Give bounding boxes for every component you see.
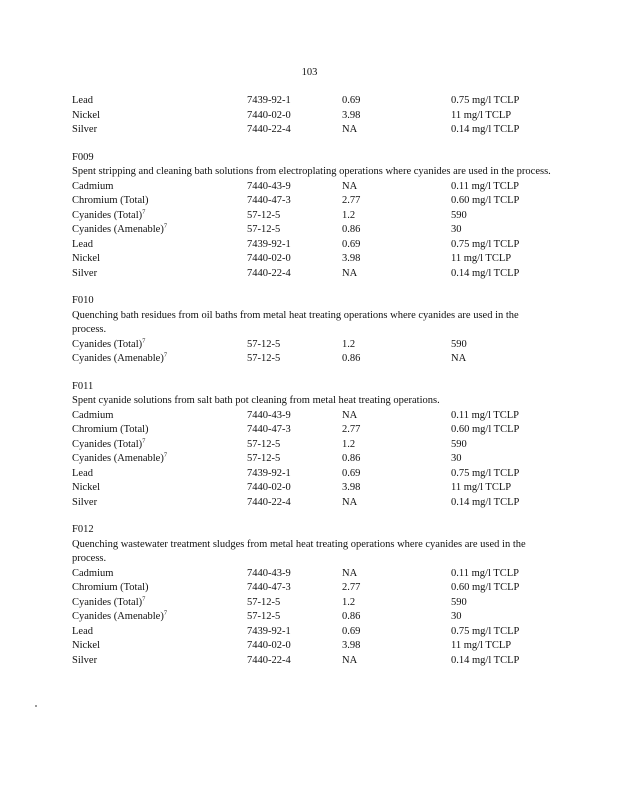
footnote-marker: 7 xyxy=(142,437,146,444)
concentration-value: 3.98 xyxy=(342,253,361,264)
constituent-name-cell xyxy=(72,409,247,424)
treatment-standard: 0.75 mg/l TCLP xyxy=(451,95,520,106)
cas-number: 57-12-5 xyxy=(247,224,281,235)
constituent-name: Cyanides (Total) xyxy=(72,596,143,608)
treatment-standard: 11 mg/l TCLP xyxy=(451,482,512,493)
waste-description: Quenching bath residues from oil baths from metal heat treating operations where cyanides are used in the process. xyxy=(72,309,519,335)
constituent-row xyxy=(72,467,552,482)
constituent-row xyxy=(72,452,552,467)
constituent-name-cell xyxy=(72,252,247,267)
constituent-row xyxy=(72,223,552,238)
concentration-value: 2.77 xyxy=(342,195,361,206)
constituent-name-cell xyxy=(72,496,247,511)
constituent-name: Chromium (Total) xyxy=(72,582,149,593)
constituent-row xyxy=(72,581,552,596)
constituent-row xyxy=(72,123,552,138)
treatment-standard: 0.11 mg/l TCLP xyxy=(451,567,519,579)
waste-code-section xyxy=(72,294,552,367)
treatment-standard: 11 mg/l TCLP xyxy=(451,253,512,264)
constituent-row xyxy=(72,496,552,511)
cas-number: 7440-47-3 xyxy=(247,195,291,206)
footnote-marker: 7 xyxy=(163,609,168,617)
cas-number: 57-12-5 xyxy=(247,353,281,364)
constituent-name: Silver xyxy=(72,654,98,666)
cas-number: 7440-22-4 xyxy=(247,654,291,666)
waste-description: Quenching wastewater treatment sludges from metal heat treating operations where cyanides are used in the process. xyxy=(72,538,526,564)
concentration-value: NA xyxy=(342,180,358,192)
constituent-row xyxy=(72,423,552,438)
treatment-standard: NA xyxy=(451,353,467,364)
treatment-standard: 590 xyxy=(451,338,467,350)
constituent-row xyxy=(72,352,552,367)
scan-speck xyxy=(35,705,37,707)
cas-number: 7440-02-0 xyxy=(247,640,291,651)
concentration-value: 3.98 xyxy=(342,109,361,121)
cas-number: 7439-92-1 xyxy=(247,95,291,106)
concentration-value: 1.2 xyxy=(342,438,356,450)
constituent-name-cell xyxy=(72,223,247,238)
constituent-name-cell xyxy=(72,123,247,138)
constituent-row xyxy=(72,625,552,640)
treatment-standard: 0.14 mg/l TCLP xyxy=(451,496,520,508)
constituent-name: Silver xyxy=(72,124,98,135)
concentration-value: NA xyxy=(342,124,358,135)
waste-description: Spent stripping and cleaning bath solutions from electroplating operations where cyanides are used in the process. xyxy=(72,166,551,177)
constituent-row xyxy=(72,267,552,282)
waste-code-section xyxy=(72,94,552,138)
footnote-marker: 7 xyxy=(142,595,146,602)
constituent-name-cell xyxy=(72,194,247,209)
constituent-name: Lead xyxy=(72,467,93,479)
constituent-row xyxy=(72,481,552,496)
concentration-value: 0.86 xyxy=(342,353,361,364)
constituent-name: Chromium (Total) xyxy=(72,424,149,435)
waste-code: F010 xyxy=(72,295,94,306)
cas-number: 7439-92-1 xyxy=(247,238,291,250)
constituent-row xyxy=(72,438,552,453)
constituent-name-cell xyxy=(72,481,247,496)
cas-number: 57-12-5 xyxy=(247,596,281,608)
constituent-row xyxy=(72,409,552,424)
constituent-name: Cadmium xyxy=(72,567,114,579)
concentration-value: NA xyxy=(342,409,358,421)
footnote-marker: 7 xyxy=(163,351,168,359)
cas-number: 7440-43-9 xyxy=(247,180,291,192)
concentration-value: 2.77 xyxy=(342,424,361,435)
footnote-marker: 7 xyxy=(142,208,146,215)
constituent-name-cell xyxy=(72,610,247,625)
constituent-row xyxy=(72,252,552,267)
concentration-value: NA xyxy=(342,567,358,579)
constituent-name: Nickel xyxy=(72,482,100,493)
treatment-standard: 0.14 mg/l TCLP xyxy=(451,124,520,135)
concentration-value: 0.69 xyxy=(342,625,361,637)
constituent-row xyxy=(72,180,552,195)
waste-code: F011 xyxy=(72,380,94,392)
constituent-name: Cyanides (Total) xyxy=(72,438,143,450)
constituent-name: Cyanides (Amenable) xyxy=(72,611,164,622)
treatment-standard: 0.11 mg/l TCLP xyxy=(451,409,519,421)
constituent-name-cell xyxy=(72,94,247,109)
constituent-name-cell xyxy=(72,267,247,282)
treatment-standard: 0.60 mg/l TCLP xyxy=(451,195,520,206)
treatment-standard: 0.75 mg/l TCLP xyxy=(451,238,520,250)
treatment-standard: 590 xyxy=(451,438,467,450)
footnote-marker: 7 xyxy=(142,337,146,344)
constituent-name: Cyanides (Amenable) xyxy=(72,453,164,464)
constituent-name-cell xyxy=(72,596,247,611)
cas-number: 7440-02-0 xyxy=(247,109,291,121)
constituent-name: Chromium (Total) xyxy=(72,195,149,206)
concentration-value: 0.86 xyxy=(342,611,361,622)
cas-number: 7440-22-4 xyxy=(247,496,291,508)
constituent-name-cell xyxy=(72,209,247,224)
concentration-value: 3.98 xyxy=(342,640,361,651)
constituent-name: Silver xyxy=(72,267,98,279)
treatment-standard: 0.14 mg/l TCLP xyxy=(451,654,520,666)
constituent-name-cell xyxy=(72,109,247,124)
treatment-standard: 0.75 mg/l TCLP xyxy=(451,625,520,637)
document-body xyxy=(72,94,552,681)
concentration-value: 0.86 xyxy=(342,224,361,235)
cas-number: 7439-92-1 xyxy=(247,625,291,637)
concentration-value: 1.2 xyxy=(342,209,356,221)
constituent-row xyxy=(72,639,552,654)
constituent-name-cell xyxy=(72,238,247,253)
constituent-name: Lead xyxy=(72,625,93,637)
cas-number: 57-12-5 xyxy=(247,453,281,464)
concentration-value: 0.86 xyxy=(342,453,361,464)
treatment-standard: 590 xyxy=(451,209,467,221)
waste-code-section xyxy=(72,523,552,668)
footnote-marker: 7 xyxy=(163,222,168,230)
waste-description: Spent cyanide solutions from salt bath pot cleaning from metal heat treating operations. xyxy=(72,395,440,406)
constituent-name-cell xyxy=(72,423,247,438)
cas-number: 57-12-5 xyxy=(247,209,281,221)
constituent-name-cell xyxy=(72,625,247,640)
treatment-standard: 11 mg/l TCLP xyxy=(451,640,512,651)
cas-number: 57-12-5 xyxy=(247,338,281,350)
waste-code-section xyxy=(72,151,552,282)
constituent-row xyxy=(72,338,552,353)
treatment-standard: 590 xyxy=(451,596,467,608)
cas-number: 7440-22-4 xyxy=(247,267,291,279)
constituent-row xyxy=(72,610,552,625)
concentration-value: 3.98 xyxy=(342,482,361,493)
constituent-name-cell xyxy=(72,654,247,669)
waste-code-section xyxy=(72,380,552,511)
cas-number: 57-12-5 xyxy=(247,611,281,622)
concentration-value: 0.69 xyxy=(342,95,361,106)
concentration-value: NA xyxy=(342,267,358,279)
waste-code: F012 xyxy=(72,524,94,535)
constituent-name: Nickel xyxy=(72,109,100,121)
constituent-name-cell xyxy=(72,581,247,596)
constituent-name: Lead xyxy=(72,238,93,250)
constituent-name: Silver xyxy=(72,496,98,508)
constituent-name-cell xyxy=(72,352,247,367)
constituent-name: Nickel xyxy=(72,253,100,264)
constituent-name: Cadmium xyxy=(72,180,114,192)
constituent-row xyxy=(72,109,552,124)
treatment-standard: 0.14 mg/l TCLP xyxy=(451,267,520,279)
concentration-value: NA xyxy=(342,654,358,666)
constituent-row xyxy=(72,567,552,582)
treatment-standard: 11 mg/l TCLP xyxy=(451,109,512,121)
treatment-standard: 0.60 mg/l TCLP xyxy=(451,424,520,435)
page-number: 103 xyxy=(301,67,318,78)
waste-code: F009 xyxy=(72,151,94,163)
constituent-name: Cyanides (Amenable) xyxy=(72,224,164,235)
footnote-marker: 7 xyxy=(163,451,168,459)
treatment-standard: 0.11 mg/l TCLP xyxy=(451,180,519,192)
constituent-name: Lead xyxy=(72,95,93,106)
cas-number: 7440-22-4 xyxy=(247,124,291,135)
cas-number: 57-12-5 xyxy=(247,438,281,450)
cas-number: 7440-43-9 xyxy=(247,567,291,579)
concentration-value: 0.69 xyxy=(342,238,361,250)
cas-number: 7440-02-0 xyxy=(247,482,291,493)
constituent-name-cell xyxy=(72,639,247,654)
concentration-value: 2.77 xyxy=(342,582,361,593)
constituent-name: Nickel xyxy=(72,640,100,651)
cas-number: 7440-47-3 xyxy=(247,582,291,593)
treatment-standard: 30 xyxy=(451,224,462,235)
concentration-value: NA xyxy=(342,496,358,508)
constituent-name: Cyanides (Total) xyxy=(72,338,143,350)
treatment-standard: 30 xyxy=(451,611,462,622)
concentration-value: 0.69 xyxy=(342,467,361,479)
constituent-name-cell xyxy=(72,567,247,582)
concentration-value: 1.2 xyxy=(342,338,356,350)
constituent-name-cell xyxy=(72,338,247,353)
cas-number: 7440-47-3 xyxy=(247,424,291,435)
constituent-row xyxy=(72,194,552,209)
constituent-row xyxy=(72,238,552,253)
constituent-name: Cadmium xyxy=(72,409,114,421)
constituent-row xyxy=(72,654,552,669)
treatment-standard: 0.75 mg/l TCLP xyxy=(451,467,520,479)
cas-number: 7439-92-1 xyxy=(247,467,291,479)
constituent-name-cell xyxy=(72,452,247,467)
treatment-standard: 30 xyxy=(451,453,462,464)
concentration-value: 1.2 xyxy=(342,596,356,608)
cas-number: 7440-02-0 xyxy=(247,253,291,264)
constituent-row xyxy=(72,596,552,611)
constituent-name-cell xyxy=(72,438,247,453)
constituent-row xyxy=(72,209,552,224)
treatment-standard: 0.60 mg/l TCLP xyxy=(451,582,520,593)
constituent-name: Cyanides (Amenable) xyxy=(72,353,164,364)
constituent-name: Cyanides (Total) xyxy=(72,209,143,221)
constituent-name-cell xyxy=(72,467,247,482)
cas-number: 7440-43-9 xyxy=(247,409,291,421)
constituent-name-cell xyxy=(72,180,247,195)
constituent-row xyxy=(72,94,552,109)
